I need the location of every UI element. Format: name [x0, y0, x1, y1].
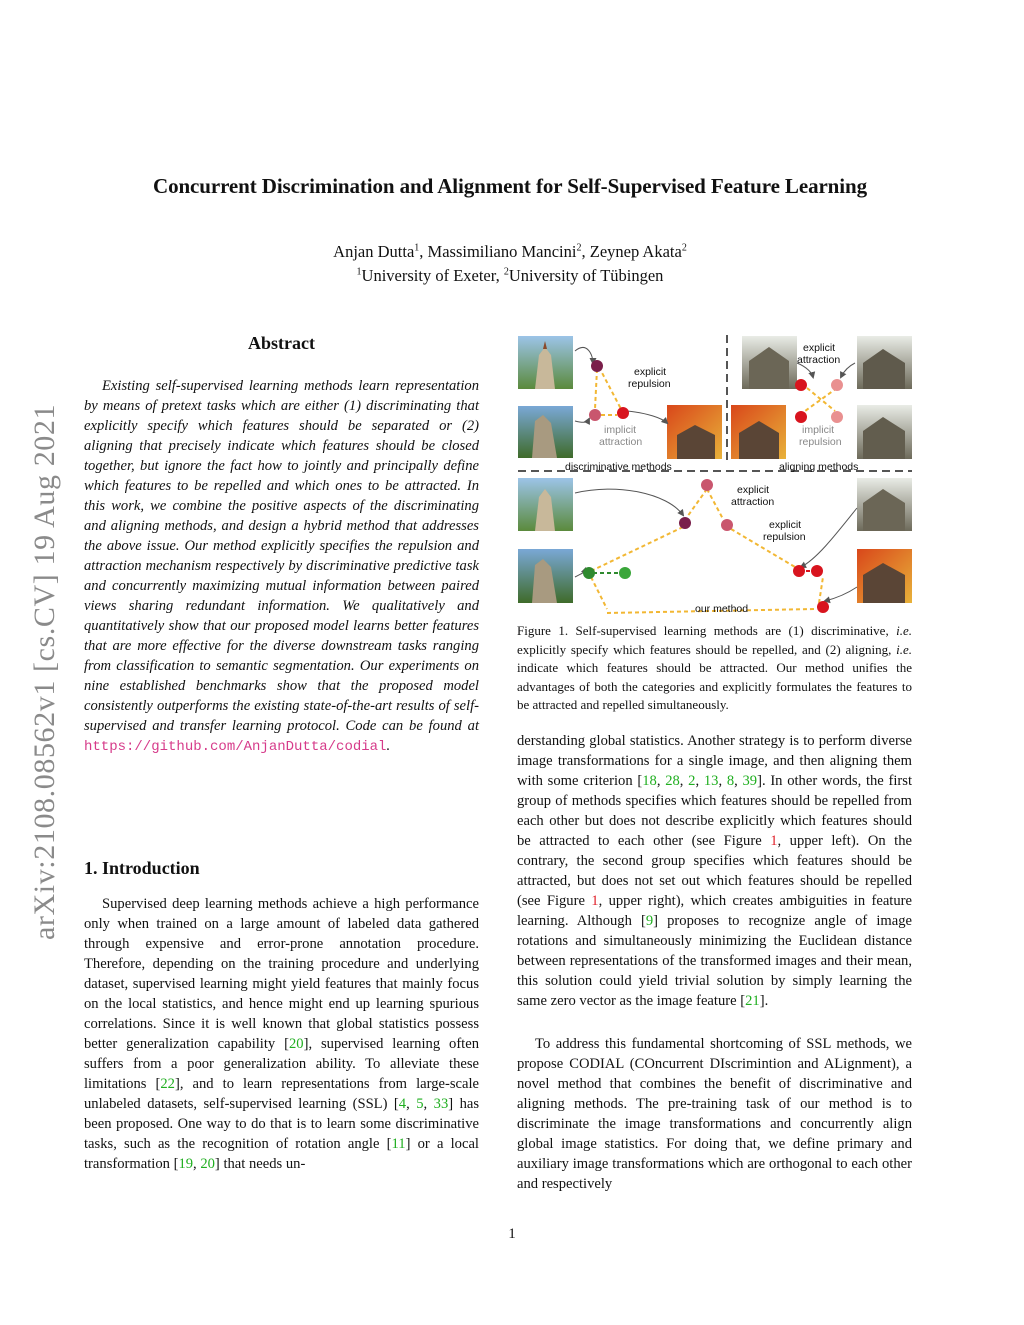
- photo-cabin-1: [742, 336, 797, 389]
- label-our-method: our method: [695, 603, 749, 615]
- photo-castle-4: [518, 549, 573, 603]
- abstract-text: Existing self-supervised learning methods learn representation by means of pretext tasks which are either (1) discriminating that explicitly specify which features should be separated or (2) aligning that precisely indicate which features should be closed together, but ignore the fact how to jointly and principally define which features to be repelled and which ones to be attracted. In this work, we combine the positive aspects of the discriminating and aligning methods, and design a hybrid method that addresses the above issue. Our method explicitly specifies the repulsion and attraction mechanism respectively by discriminative predictive task and concurrently maximizing mutual information between paired views sharing redundant information. We qualitatively and quantitatively show that our proposed model learns better features that are more effective for the diverse downstream tasks ranging from classification to semantic segmentation. Our experiments on nine established benchmarks show that the proposed model consistently outperforms the existing state-of-the-art results of self-supervised and transfer learning protocol. Code can be found at https://github.com/AnjanDutta/codial.: [84, 378, 479, 755]
- citation-link[interactable]: 28: [665, 773, 680, 789]
- figure-1-caption: Figure 1. Self-supervised learning methods are (1) discriminative, i.e. explicitly specify which features should be repelled, and (2) aligning, i.e. indicate which features should be attracted. Our method unifies the advantages of both the categories and explicitly formulates the features to be attracted and repelled simultaneously.: [517, 623, 913, 712]
- photo-castle-3: [518, 478, 573, 531]
- photo-cabin-4: [857, 478, 912, 531]
- feature-node: [679, 517, 691, 529]
- feature-node: [811, 565, 823, 577]
- feature-node: [591, 360, 603, 372]
- feature-node: [795, 379, 807, 391]
- citation-link[interactable]: 13: [703, 773, 719, 789]
- intro-paragraph: Supervised deep learning methods achieve a high performance only when trained on a large amount of labeled data gathered through expensive and error-prone annotation procedure. Therefore, depending on the training procedure and underlying dataset, supervised learning might yield features that mainly focus on the local statistics, and hence might end up learning spurious correlations. Since it is well known that global statistics possess better generalization capability [20], supervised learning often suffers from a poor generalization ability. To alleviate these limitations [22], and to learn representations from large-scale unlabeled datasets, self-supervised learning (SSL) [4, 5, 33] has been proposed. One way to do that is to learn some discriminative tasks, such as the recognition of rotation angle [11] or a local transformation [19, 20] that needs un-: [84, 896, 480, 1172]
- label-explicit-repulsion-1: explicit: [634, 366, 667, 378]
- citation-link[interactable]: 20: [200, 1156, 215, 1172]
- label-bottom-explicit-repulsion-2: repulsion: [763, 531, 806, 543]
- author-line: Anjan Dutta$^1$, Massimiliano Mancini$^2$, Zeynep Akata$^2$: [333, 242, 687, 261]
- figure-ref-link[interactable]: 1: [770, 833, 778, 849]
- figure-1-diagram: [517, 333, 913, 618]
- citation-link[interactable]: 19: [178, 1156, 194, 1172]
- label-aligning-methods: aligning methods: [779, 461, 859, 473]
- abstract-heading: Abstract: [248, 333, 315, 353]
- arxiv-side-label: arXiv:2108.08562v1 [cs.CV] 19 Aug 2021: [28, 403, 61, 940]
- page-number: 1: [508, 1226, 516, 1242]
- affiliation-1: University of Exeter,: [361, 266, 500, 285]
- citation-link[interactable]: 39: [742, 773, 758, 789]
- feature-node: [793, 565, 805, 577]
- citation-link[interactable]: 18: [642, 773, 657, 789]
- feature-node: [589, 409, 601, 421]
- figure-ref-link[interactable]: 1: [591, 893, 599, 909]
- label-bottom-explicit-attraction-2: attraction: [731, 496, 775, 508]
- label-implicit-attraction-1: implicit: [604, 424, 637, 436]
- feature-node: [795, 411, 807, 423]
- photo-cabin-3: [857, 405, 912, 459]
- author-1: Anjan Dutta: [333, 242, 415, 261]
- affiliation-line: $^1$University of Exeter, $^2$University of Tübingen: [356, 266, 664, 285]
- citation-link[interactable]: 4: [398, 1096, 407, 1112]
- photo-castle-2: [518, 406, 573, 458]
- citation-link[interactable]: 21: [745, 993, 760, 1009]
- feature-node: [817, 601, 829, 613]
- feature-node: [583, 567, 595, 579]
- photo-cabin-autumn-2: [731, 405, 786, 459]
- label-explicit-repulsion-2: repulsion: [628, 378, 671, 390]
- feature-node: [701, 479, 713, 491]
- feature-node: [831, 411, 843, 423]
- citation-link[interactable]: 8: [726, 773, 735, 789]
- author-3: Zeynep Akata: [589, 242, 682, 261]
- feature-node: [619, 567, 631, 579]
- photo-cabin-autumn-3: [857, 549, 912, 603]
- label-bottom-explicit-repulsion-1: explicit: [769, 519, 802, 531]
- paper-title: Concurrent Discrimination and Alignment for Self-Supervised Feature Learning: [153, 174, 867, 198]
- citation-link[interactable]: 20: [288, 1036, 304, 1052]
- right-column-paragraph-1: derstanding global statistics. Another strategy is to perform diverse image transformations for a single image, and then aligning them with some criterion [18, 28, 2, 13, 8, 39]. In other words, the first group of methods specifies which features should be repelled from each other but does not describe explicitly which features should be attracted to each other (see Figure 1, upper left). On the contrary, the second group specifies which features should be attracted, but does not set out which features should be repelled (see Figure 1, upper right), which creates ambiguities in feature learning. Although [9] proposes to recognize angle of image rotations and simultaneously minimizing the Euclidean distance between representations of the transformed images and their mean, this solution could yield trivial solution by simply learning the same zero vector as the image feature [21].: [517, 733, 913, 1009]
- label-explicit-attraction-1: explicit: [803, 342, 836, 354]
- label-explicit-attraction-2: attraction: [797, 354, 841, 366]
- figure-1: [517, 333, 913, 618]
- citation-link[interactable]: 2: [688, 773, 696, 789]
- citation-link[interactable]: 33: [433, 1096, 449, 1112]
- author-2: Massimiliano Mancini: [427, 242, 577, 261]
- photo-cabin-2: [857, 336, 912, 389]
- photo-castle-1: [518, 336, 573, 389]
- citation-link[interactable]: 9: [645, 913, 654, 929]
- feature-node: [617, 407, 629, 419]
- feature-node: [831, 379, 843, 391]
- label-implicit-repulsion-1: implicit: [802, 424, 835, 436]
- affiliation-2: University of Tübingen: [508, 266, 664, 285]
- author-block: [60, 240, 960, 288]
- label-bottom-explicit-attraction-1: explicit: [737, 484, 770, 496]
- citation-link[interactable]: 22: [160, 1076, 175, 1092]
- feature-node: [721, 519, 733, 531]
- citation-link[interactable]: 5: [416, 1096, 424, 1112]
- code-link[interactable]: https://github.com/AnjanDutta/codial: [84, 739, 387, 755]
- citation-link[interactable]: 11: [391, 1136, 406, 1152]
- right-column-paragraph-2: To address this fundamental shortcoming of SSL methods, we propose CODIAL (COncurrent DIscrimintion and ALignment), a novel method that combines the benefit of discriminative and aligning methods. The pre-training task of our method is to discriminate the image transformations and concurrently align global image statistics. For doing that, we define primary and auxiliary image transformations which are orthogonal to each other and respectively: [517, 1036, 912, 1192]
- photo-cabin-autumn-1: [667, 405, 722, 459]
- label-implicit-repulsion-2: repulsion: [799, 436, 842, 448]
- intro-heading: 1. Introduction: [84, 858, 200, 878]
- label-implicit-attraction-2: attraction: [599, 436, 643, 448]
- label-discriminative-methods: discriminative methods: [565, 461, 672, 473]
